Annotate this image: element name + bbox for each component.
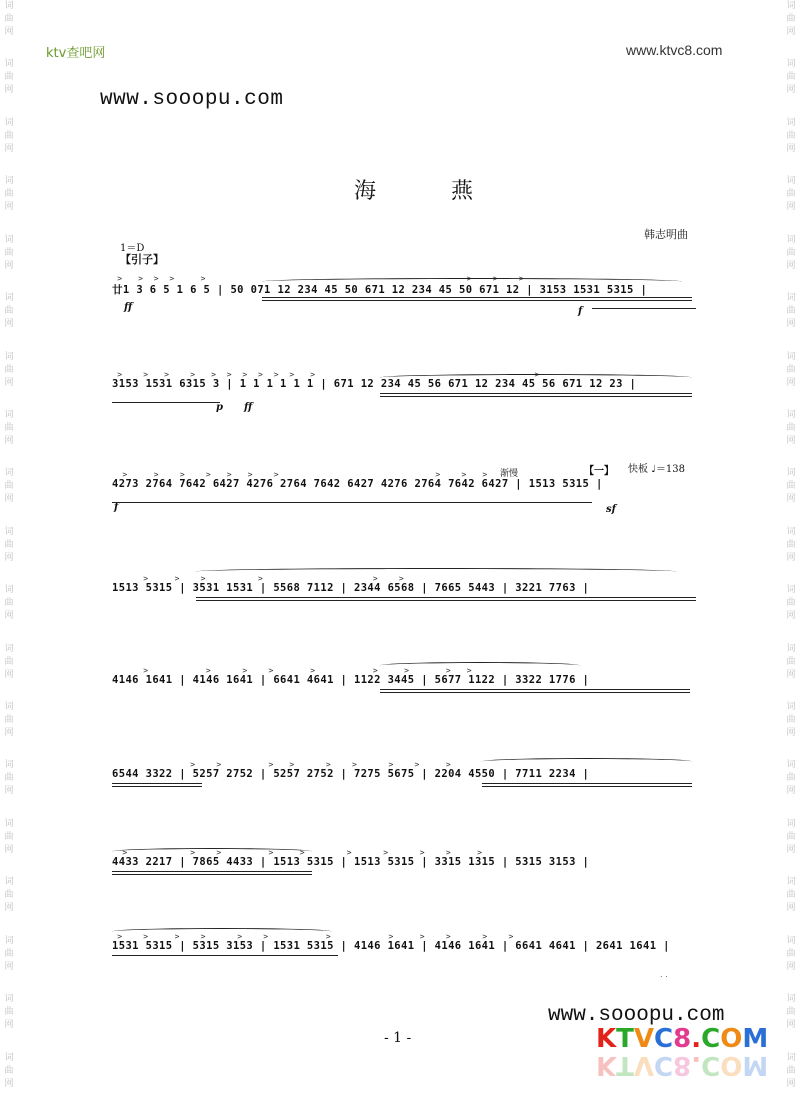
watermark-char: 词	[4, 351, 14, 362]
intro-section-label: 【引子】	[120, 253, 164, 266]
site-url-right[interactable]: www.ktvc8.com	[626, 42, 723, 58]
notation-row-7	[112, 848, 698, 878]
key-signature: 1＝D	[120, 243, 145, 254]
beam-line	[112, 786, 202, 787]
notation-line: 4273 2764 7642 6427 4276 2764 7642 6427 4276 2764 7642 6427 | 1513 5315 |	[112, 478, 603, 490]
watermark-char: 网	[786, 202, 796, 213]
watermark-char: 网	[4, 319, 14, 330]
notation-line: 3153 1531 6315 3 | 1 1 1 1 1 1 | 671 12 234 45 56 671 12 234 45 56 671 12 23 |	[112, 378, 637, 390]
logo-letter: 8	[673, 1024, 692, 1054]
watermark-char: 词	[786, 818, 796, 829]
beam-line	[380, 396, 692, 397]
watermark-url-bottom: www.sooopu.com	[548, 1004, 725, 1027]
beam-line	[262, 300, 692, 301]
logo-letter: M	[742, 1050, 769, 1080]
watermark-char: 曲	[4, 1065, 14, 1076]
watermark-char: 网	[4, 786, 14, 797]
watermark-char: 词	[4, 293, 14, 304]
watermark-char: 曲	[4, 948, 14, 959]
watermark-char: 网	[4, 669, 14, 680]
watermark-char: 词	[4, 1052, 14, 1063]
watermark-char: 词	[786, 702, 796, 713]
accent-marks: > > > > > > > > > > > >	[112, 370, 540, 379]
logo-letter: C	[654, 1024, 674, 1054]
watermark-char: 词	[786, 351, 796, 362]
watermark-char: 曲	[786, 831, 796, 842]
beam-line	[112, 871, 312, 872]
continuation-dots: . .	[660, 970, 668, 979]
watermark-char: 词	[786, 585, 796, 596]
watermark-char: 词	[4, 468, 14, 479]
notation-row-6	[112, 760, 698, 790]
watermark-char: 曲	[4, 189, 14, 200]
watermark-char: 网	[786, 903, 796, 914]
watermark-char: 曲	[4, 890, 14, 901]
beam-line	[380, 692, 690, 693]
watermark-char: 词	[786, 117, 796, 128]
watermark-char: 网	[786, 611, 796, 622]
tempo-change-marking: 渐慢	[500, 469, 519, 479]
watermark-char: 词	[786, 468, 796, 479]
watermark-char: 网	[786, 260, 796, 271]
logo-letter: .	[691, 1050, 702, 1080]
watermark-char: 网	[786, 669, 796, 680]
watermark-char: 词	[786, 59, 796, 70]
watermark-char: 网	[786, 435, 796, 446]
watermark-char: 网	[786, 961, 796, 972]
beam-line	[112, 783, 202, 784]
logo-letter: K	[596, 1024, 617, 1054]
logo-letter: C	[701, 1050, 721, 1080]
watermark-char: 网	[786, 1020, 796, 1031]
watermark-char: 词	[4, 234, 14, 245]
slur-mark	[380, 662, 580, 669]
tempo-marking: 快板 ♩＝138	[628, 464, 685, 475]
notation-row-8	[112, 932, 698, 962]
watermark-char: 网	[4, 85, 14, 96]
notation-line: 6544 3322 | 5257 2752 | 5257 2752 | 7275 5675 | 2204 4550 | 7711 2234 |	[112, 768, 590, 780]
watermark-char: 曲	[786, 422, 796, 433]
beam-line	[380, 689, 690, 690]
notation-row-5	[112, 666, 698, 696]
site-name-left[interactable]: ktv查吧网	[46, 46, 106, 61]
watermark-char: 网	[786, 1078, 796, 1089]
dynamic-p: p	[216, 402, 223, 413]
watermark-char: 词	[786, 234, 796, 245]
slur-mark	[112, 928, 332, 935]
dynamic-sfz: sf	[606, 504, 616, 515]
watermark-char: 网	[4, 377, 14, 388]
watermark-char: 网	[4, 260, 14, 271]
notation-line: 廿1 3 6 5 1 6 5 | 50 071 12 234 45 50 671 12 234 45 50 671 12 | 3153 1531 5315 |	[112, 284, 648, 296]
watermark-char: 曲	[4, 715, 14, 726]
watermark-char: 词	[786, 1052, 796, 1063]
beam-line	[196, 597, 696, 598]
watermark-char: 网	[786, 552, 796, 563]
notation-row-4	[112, 574, 698, 604]
watermark-char: 网	[4, 611, 14, 622]
watermark-char: 曲	[786, 539, 796, 550]
watermark-char: 词	[4, 117, 14, 128]
watermark-char: 曲	[4, 422, 14, 433]
watermark-char: 曲	[786, 715, 796, 726]
notation-line: 4433 2217 | 7865 4433 | 1513 5315 | 1513 5315 | 3315 1315 | 5315 3153 |	[112, 856, 590, 868]
ktvc8-logo[interactable]	[596, 1024, 769, 1080]
watermark-char: 词	[786, 409, 796, 420]
watermark-char: 曲	[4, 72, 14, 83]
notation-line: 1531 5315 | 5315 3153 | 1531 5315 | 4146 1641 | 4146 1641 | 6641 4641 | 2641 1641 |	[112, 940, 670, 952]
watermark-char: 网	[4, 494, 14, 505]
logo-letter: V	[633, 1024, 655, 1054]
beam-line	[262, 297, 692, 298]
slur-mark	[262, 278, 682, 285]
watermark-char: 网	[4, 27, 14, 37]
logo-reflection	[596, 1050, 768, 1080]
watermark-char: 网	[4, 1020, 14, 1031]
watermark-char: 网	[786, 85, 796, 96]
watermark-char: 网	[4, 728, 14, 739]
watermark-char: 曲	[786, 130, 796, 141]
accent-marks: > > > > > >	[112, 574, 499, 583]
section-one-label: 【一】	[584, 466, 614, 477]
watermark-char: 曲	[786, 598, 796, 609]
watermark-char: 网	[786, 844, 796, 855]
watermark-char: 词	[786, 293, 796, 304]
left-watermark-strip	[0, 0, 18, 1110]
crescendo-line	[112, 402, 220, 403]
watermark-char: 词	[786, 643, 796, 654]
watermark-char: 词	[4, 1, 14, 11]
watermark-char: 网	[4, 1078, 14, 1089]
watermark-char: 曲	[786, 364, 796, 375]
logo-letter: 8	[673, 1050, 692, 1080]
beam-line	[112, 955, 338, 956]
crescendo-line	[112, 502, 592, 503]
watermark-char: 曲	[4, 247, 14, 258]
watermark-char: 曲	[4, 773, 14, 784]
watermark-char: 曲	[786, 890, 796, 901]
watermark-char: 词	[4, 643, 14, 654]
dynamic-ff: ff	[124, 302, 133, 313]
watermark-char: 网	[786, 319, 796, 330]
watermark-char: 网	[786, 786, 796, 797]
watermark-char: 词	[4, 994, 14, 1005]
watermark-char: 网	[786, 494, 796, 505]
beam-line	[380, 393, 692, 394]
watermark-char: 网	[4, 552, 14, 563]
watermark-char: 网	[4, 435, 14, 446]
logo-letter: T	[616, 1050, 634, 1080]
notation-line: 4146 1641 | 4146 1641 | 6641 4641 | 1122 3445 | 5677 1122 | 3322 1776 |	[112, 674, 590, 686]
watermark-char: 曲	[4, 130, 14, 141]
notation-line: 1513 5315 | 3531 1531 | 5568 7112 | 2344 6568 | 7665 5443 | 3221 7763 |	[112, 582, 590, 594]
watermark-char: 词	[4, 877, 14, 888]
watermark-char: 曲	[786, 773, 796, 784]
watermark-char: 曲	[4, 1007, 14, 1018]
watermark-char: 词	[4, 818, 14, 829]
notation-row-2	[112, 370, 698, 400]
watermark-char: 曲	[4, 656, 14, 667]
watermark-char: 曲	[786, 1007, 796, 1018]
beam-line	[482, 786, 692, 787]
accent-marks: > > > > > > > > >	[112, 666, 493, 675]
song-title: 海 燕	[354, 179, 507, 204]
logo-letter: O	[720, 1050, 743, 1080]
watermark-char: 词	[786, 1, 796, 11]
logo-letter: O	[720, 1024, 743, 1054]
logo-letter: .	[691, 1024, 702, 1054]
logo-letter: T	[616, 1024, 634, 1054]
watermark-char: 词	[4, 526, 14, 537]
watermark-char: 词	[4, 585, 14, 596]
logo-letter: C	[654, 1050, 674, 1080]
slur-mark	[482, 758, 692, 765]
accent-marks: > > > > > > > > > >	[112, 848, 493, 857]
beam-line	[482, 783, 692, 784]
dynamic-f: f	[578, 306, 583, 317]
watermark-char: 曲	[786, 481, 796, 492]
watermark-char: 词	[4, 935, 14, 946]
watermark-char: 曲	[4, 364, 14, 375]
watermark-char: 网	[786, 377, 796, 388]
watermark-char: 曲	[4, 481, 14, 492]
watermark-url-top: www.sooopu.com	[100, 88, 284, 111]
watermark-char: 词	[786, 176, 796, 187]
notation-row-1	[112, 274, 698, 304]
slur-mark	[112, 848, 312, 855]
watermark-char: 曲	[786, 948, 796, 959]
watermark-char: 曲	[786, 189, 796, 200]
watermark-char: 曲	[4, 539, 14, 550]
watermark-char: 词	[786, 877, 796, 888]
watermark-char: 曲	[786, 306, 796, 317]
dynamic-f-2: f	[114, 502, 119, 513]
watermark-char: 词	[4, 409, 14, 420]
accent-marks: > > > > > > > > > >	[112, 470, 488, 479]
crescendo-line	[592, 308, 696, 309]
watermark-char: 曲	[4, 831, 14, 842]
accent-marks: > > > > > > > > > > > >	[112, 932, 525, 941]
logo-letter: K	[596, 1050, 617, 1080]
watermark-char: 网	[786, 27, 796, 37]
watermark-char: 网	[786, 728, 796, 739]
logo-letter: V	[633, 1050, 655, 1080]
watermark-char: 网	[4, 961, 14, 972]
logo-letter: M	[742, 1024, 769, 1054]
watermark-char: 词	[786, 994, 796, 1005]
logo-letter: C	[701, 1024, 721, 1054]
watermark-char: 曲	[786, 72, 796, 83]
slur-mark	[196, 568, 676, 575]
watermark-char: 网	[4, 143, 14, 154]
watermark-char: 曲	[786, 14, 796, 24]
watermark-char: 曲	[4, 14, 14, 24]
watermark-char: 网	[4, 844, 14, 855]
accent-marks: > > > > > > > > >	[112, 760, 488, 769]
watermark-char: 网	[786, 143, 796, 154]
accent-marks: > > > > > > > >	[112, 274, 540, 283]
composer-credit: 韩志明曲	[644, 228, 688, 241]
watermark-char: 曲	[4, 598, 14, 609]
watermark-char: 词	[786, 760, 796, 771]
watermark-char: 词	[786, 526, 796, 537]
dynamic-ff-2: ff	[244, 402, 253, 413]
page-number: - 1 -	[384, 1030, 412, 1046]
right-watermark-strip	[782, 0, 800, 1110]
watermark-char: 曲	[4, 306, 14, 317]
watermark-char: 曲	[786, 247, 796, 258]
watermark-char: 词	[4, 176, 14, 187]
watermark-char: 网	[4, 202, 14, 213]
watermark-char: 词	[4, 59, 14, 70]
notation-row-3	[112, 470, 698, 500]
watermark-char: 词	[786, 935, 796, 946]
watermark-char: 词	[4, 760, 14, 771]
watermark-char: 曲	[786, 656, 796, 667]
watermark-char: 曲	[786, 1065, 796, 1076]
beam-line	[112, 874, 312, 875]
beam-line	[196, 600, 696, 601]
watermark-char: 词	[4, 702, 14, 713]
slur-mark	[380, 374, 692, 381]
watermark-char: 网	[4, 903, 14, 914]
